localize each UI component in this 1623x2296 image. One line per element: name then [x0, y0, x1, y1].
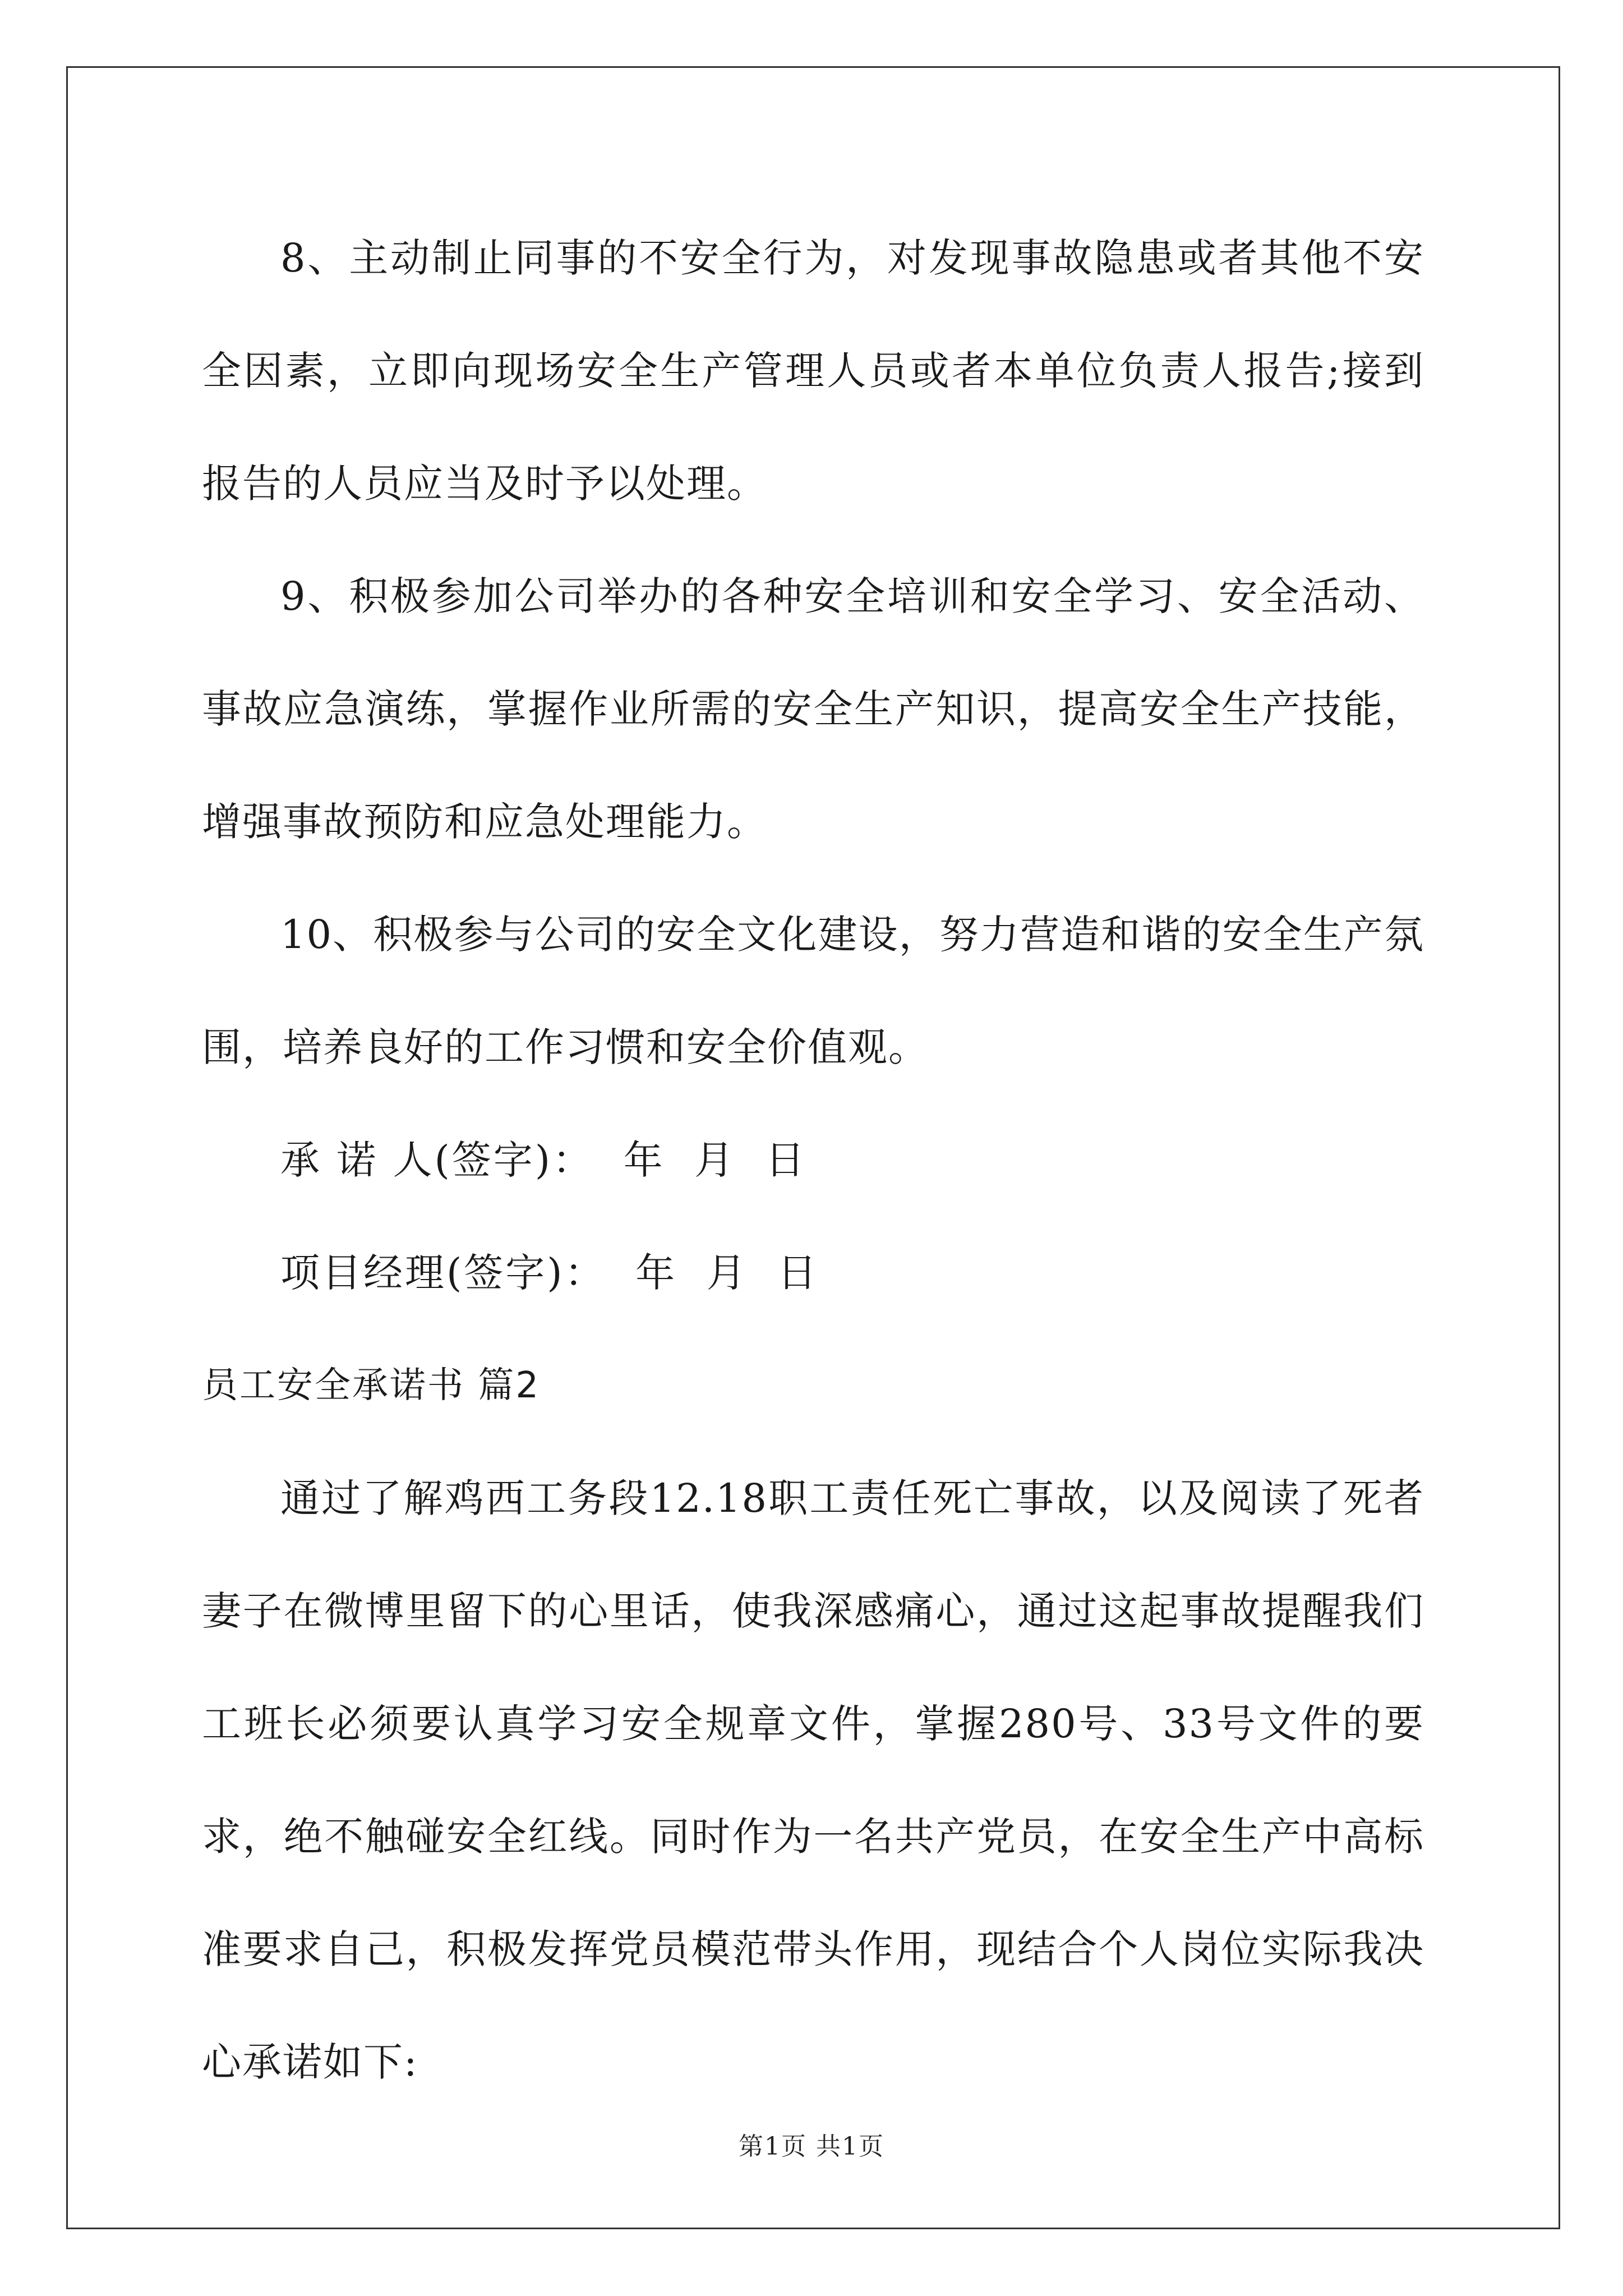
- section-heading: 员工安全承诺书 篇2: [202, 1365, 541, 1406]
- page-footer: 第1页 共1页: [739, 2132, 884, 2161]
- document-body: [202, 202, 1424, 2119]
- paragraph-item-8: 8、主动制止同事的不安全行为，对发现事故隐患或者其他不安全因素，立即向现场安全生产管理人员或者本单位负责人报告;接到报告的人员应当及时予以处理。: [202, 235, 1424, 507]
- signature-promisor: 承 诺 人(签字)： 年 月 日: [280, 1137, 807, 1183]
- paragraph-item-9: 9、积极参加公司举办的各种安全培训和安全学习、安全活动、事故应急演练，掌握作业所需的安全生产知识，提高安全生产技能，增强事故预防和应急处理能力。: [202, 573, 1424, 845]
- paragraph-item-10: 10、积极参与公司的安全文化建设，努力营造和谐的安全生产氛围，培养良好的工作习惯和安全价值观。: [202, 912, 1424, 1070]
- signature-project-manager: 项目经理(签字)： 年 月 日: [280, 1250, 819, 1296]
- paragraph-pledge-intro: 通过了解鸡西工务段12.18职工责任死亡事故，以及阅读了死者妻子在微博里留下的心里话，使我深感痛心，通过这起事故提醒我们工班长必须要认真学习安全规章文件，掌握280号、33号文件的要求，绝不触碰安全红线。同时作为一名共产党员，在安全生产中高标准要求自己，积极发挥党员模范带头作用，现结合个人岗位实际我决心承诺如下:: [202, 1475, 1424, 2085]
